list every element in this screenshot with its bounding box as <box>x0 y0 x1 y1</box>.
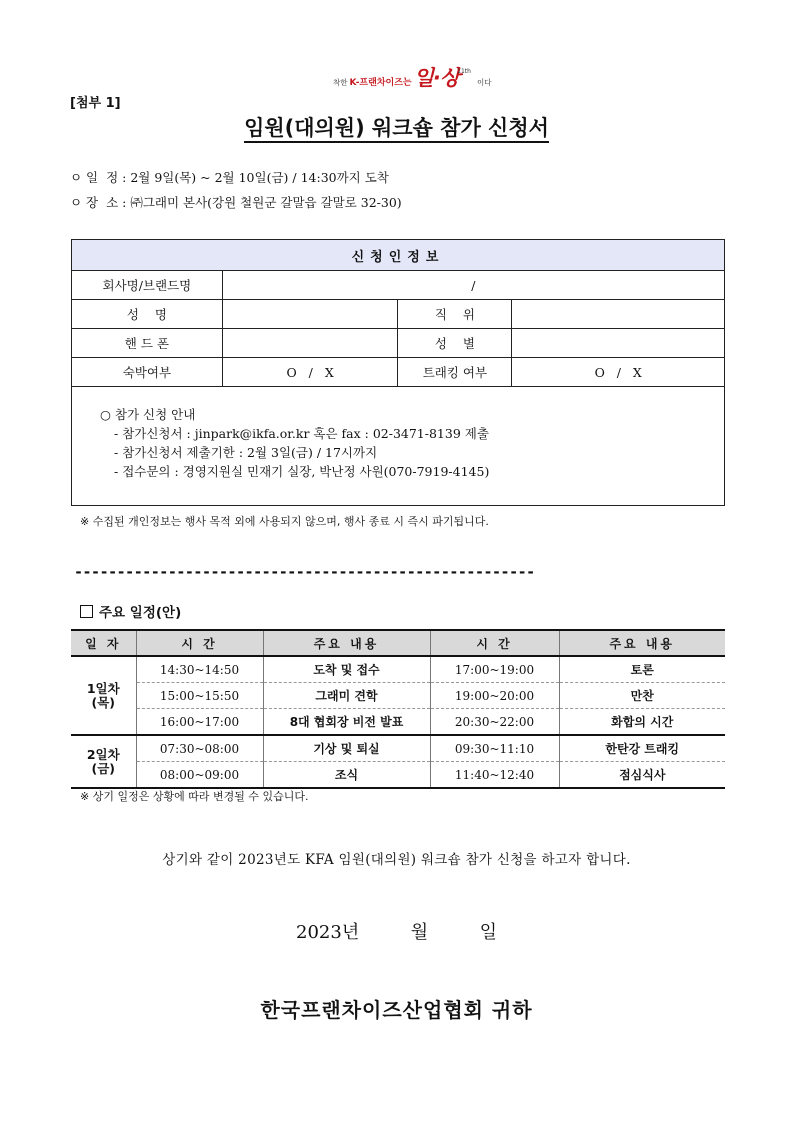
phone-field[interactable] <box>222 329 398 358</box>
lodging-options[interactable]: O / X <box>222 358 398 387</box>
time-cell: 07:30~08:00 <box>136 735 263 762</box>
event-place-line <box>70 193 402 211</box>
content-cell: 기상 및 퇴실 <box>263 735 430 762</box>
form-header: 신청인정보 <box>72 240 725 271</box>
time-cell: 17:00~19:00 <box>430 656 559 683</box>
gender-label: 성 별 <box>398 329 512 358</box>
gender-field[interactable] <box>512 329 725 358</box>
application-form-table <box>71 239 725 506</box>
content-cell: 한탄강 트래킹 <box>559 735 725 762</box>
kfa-logo <box>333 62 491 88</box>
logo-super: 11th <box>457 68 471 75</box>
date-year: 2023년 <box>296 922 360 943</box>
table-row <box>71 656 725 683</box>
date-line <box>0 918 793 944</box>
content-cell: 조식 <box>263 762 430 789</box>
time-cell: 08:00~09:00 <box>136 762 263 789</box>
name-label: 성 명 <box>72 300 223 329</box>
table-row <box>71 735 725 762</box>
content-cell: 그래미 견학 <box>263 683 430 709</box>
content-cell: 화합의 시간 <box>559 709 725 736</box>
trekking-options[interactable]: O / X <box>512 358 725 387</box>
guide-title: ○ 참가 신청 안내 <box>100 407 196 422</box>
table-row <box>71 762 725 789</box>
place-value: : ㈜그래미 본사(강원 철원군 갈말읍 갈말로 32-30) <box>122 195 402 210</box>
company-field[interactable]: / <box>222 271 724 300</box>
guide-line-deadline: - 참가신청서 제출기한 : 2월 3일(금) / 17시까지 <box>114 445 378 460</box>
schedule-label: ㅇ 일 정 <box>70 170 119 185</box>
page-title <box>0 112 793 142</box>
schedule-value: : 2월 9일(목) ~ 2월 10일(금) / 14:30까지 도착 <box>122 170 389 185</box>
table-row <box>71 683 725 709</box>
closing-statement: 상기와 같이 2023년도 KFA 임원(대의원) 워크숍 참가 신청을 하고자 합니다. <box>162 852 631 868</box>
logo-brand: K-프랜차이즈는 <box>349 78 412 88</box>
guide-line-contact: - 접수문의 : 경영지원실 민재기 실장, 박난정 사원(070-7919-4145) <box>114 464 490 479</box>
logo-prefix: 착한 <box>333 78 348 87</box>
company-label: 회사명/브랜드명 <box>72 271 223 300</box>
guide-line-email: - 참가신청서 : jinpark@ikfa.or.kr 혹은 fax : 02-3471-8139 제출 <box>114 426 489 441</box>
application-guide <box>72 387 725 506</box>
time-cell: 14:30~14:50 <box>136 656 263 683</box>
content-cell: 8대 협회장 비전 발표 <box>263 709 430 736</box>
place-label: ㅇ 장 소 <box>70 195 119 210</box>
lodging-label: 숙박여부 <box>72 358 223 387</box>
schedule-title <box>80 601 181 621</box>
position-field[interactable] <box>512 300 725 329</box>
schedule-note: ※ 상기 일정은 상황에 따라 변경될 수 있습니다. <box>80 790 309 803</box>
date-month: 월 <box>410 922 429 943</box>
time-cell: 11:40~12:40 <box>430 762 559 789</box>
trekking-label: 트래킹 여부 <box>398 358 512 387</box>
header-day: 일 자 <box>71 630 136 656</box>
header-content-2: 주요 내용 <box>559 630 725 656</box>
logo-suffix: 이다 <box>476 78 492 87</box>
phone-label: 핸 드 폰 <box>72 329 223 358</box>
time-cell: 09:30~11:10 <box>430 735 559 762</box>
content-cell: 도착 및 접수 <box>263 656 430 683</box>
schedule-title-text: 주요 일정(안) <box>99 605 182 621</box>
content-cell: 만찬 <box>559 683 725 709</box>
time-cell: 16:00~17:00 <box>136 709 263 736</box>
checkbox-icon <box>80 605 93 618</box>
privacy-note: ※ 수집된 개인정보는 행사 목적 외에 사용되지 않으며, 행사 종료 시 즉시 파기됩니다. <box>80 515 489 528</box>
time-cell: 15:00~15:50 <box>136 683 263 709</box>
schedule-table <box>71 629 725 789</box>
page-title-text: 임원(대의원) 워크숍 참가 신청서 <box>244 116 549 143</box>
header-time-1: 시 간 <box>136 630 263 656</box>
content-cell: 점심식사 <box>559 762 725 789</box>
day2-label: 2일차 (금) <box>71 735 136 788</box>
attachment-label: [첨부 1] <box>70 96 121 111</box>
day1-label: 1일차 (목) <box>71 656 136 735</box>
name-field[interactable] <box>222 300 398 329</box>
position-label: 직 위 <box>398 300 512 329</box>
header-content-1: 주요 내용 <box>263 630 430 656</box>
cut-line-divider: ------------------------------------------------------ <box>74 563 535 581</box>
time-cell: 19:00~20:00 <box>430 683 559 709</box>
time-cell: 20:30~22:00 <box>430 709 559 736</box>
recipient-footer: 한국프랜차이즈산업협회 귀하 <box>260 998 533 1022</box>
header-time-2: 시 간 <box>430 630 559 656</box>
event-schedule-line <box>70 168 389 186</box>
logo-big-text: 일·상 <box>413 66 460 90</box>
content-cell: 토론 <box>559 656 725 683</box>
table-row <box>71 709 725 736</box>
date-day: 일 <box>479 922 497 943</box>
